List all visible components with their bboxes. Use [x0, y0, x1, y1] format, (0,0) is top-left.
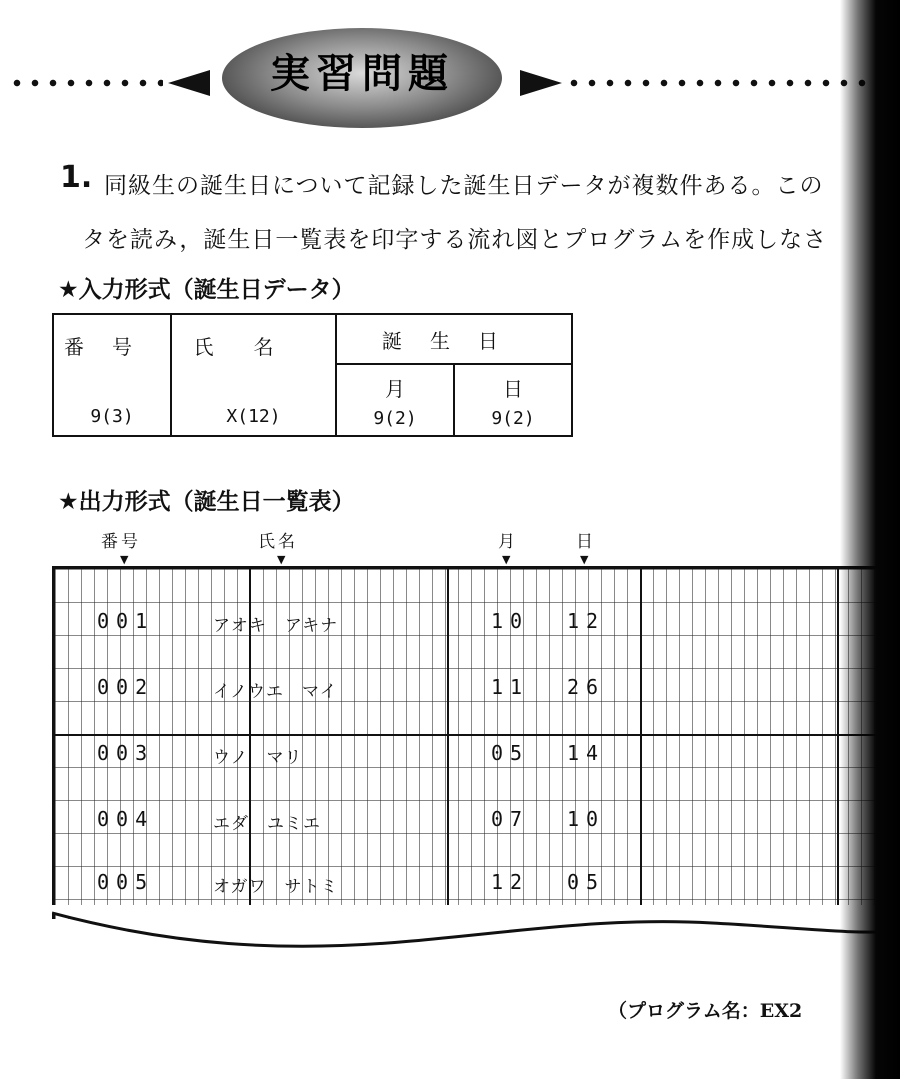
row-month: 05: [491, 741, 530, 765]
arrow-down-icon: ▼: [120, 553, 129, 566]
dotted-rule-left: [8, 78, 163, 88]
input-header-name: 氏名: [193, 335, 314, 359]
row-day: 05: [567, 870, 606, 894]
row-day: 26: [567, 675, 606, 699]
row-no: 005: [97, 870, 155, 894]
input-col-name: [171, 314, 336, 436]
chart-divider: [837, 569, 839, 919]
arrow-down-icon: ▼: [580, 553, 589, 566]
arrow-down-icon: ▼: [502, 553, 511, 566]
input-format-table: [52, 313, 573, 437]
row-day: 12: [567, 609, 606, 633]
header-banner: [0, 20, 900, 130]
row-no: 003: [97, 741, 155, 765]
row-no: 001: [97, 609, 155, 633]
chart-divider: [447, 569, 449, 919]
chart-divider: [640, 569, 642, 919]
row-name: オガワ サトミ: [213, 877, 339, 897]
row-month: 07: [491, 807, 530, 831]
row-day: 10: [567, 807, 606, 831]
row-name: アオキ アキナ: [213, 616, 339, 636]
program-name-label: （プログラム名：EX2: [608, 1000, 803, 1022]
row-month: 12: [491, 870, 530, 894]
input-col-no: [53, 314, 171, 436]
row-day: 14: [567, 741, 606, 765]
arrow-right-icon: [520, 70, 562, 96]
row-no: 002: [97, 675, 155, 699]
input-format-name: X(12): [226, 406, 281, 427]
row-month: 11: [491, 675, 530, 699]
row-name: イノウエ マイ: [213, 682, 338, 702]
input-header-birthday: 誕生日: [382, 328, 526, 353]
page-title: 実習問題: [270, 51, 454, 97]
output-label-no: 番号: [101, 532, 141, 552]
output-label-day: 日: [576, 532, 596, 552]
dotted-rule-right: [565, 78, 885, 88]
input-col-day: [454, 364, 572, 436]
print-chart: [52, 566, 900, 919]
output-label-name: 氏名: [258, 532, 298, 552]
scan-edge-shadow: [840, 0, 900, 1079]
output-format-heading: ★出力形式（誕生日一覧表）: [58, 489, 355, 515]
torn-paper-edge: [52, 905, 900, 965]
chart-divider: [55, 734, 900, 736]
question-text-line-2: タを読み，誕生日一覧表を印字する流れ図とプログラムを作成しなさ: [82, 227, 828, 253]
output-label-month: 月: [498, 532, 518, 552]
input-header-no: 番号: [64, 335, 160, 359]
input-header-day: 日: [503, 377, 523, 401]
row-name: ウノ マリ: [213, 748, 303, 768]
question-number: 1.: [60, 160, 93, 195]
arrow-down-icon: ▼: [277, 553, 286, 566]
input-format-heading: ★入力形式（誕生日データ）: [58, 277, 355, 303]
row-name: エダ ユミエ: [213, 814, 321, 834]
input-format-month: 9(2): [373, 408, 417, 429]
input-header-month: 月: [385, 377, 405, 401]
question-text-line-1: 同級生の誕生日について記録した誕生日データが複数件ある。この: [104, 173, 824, 199]
row-no: 004: [97, 807, 155, 831]
input-format-day: 9(2): [491, 408, 535, 429]
input-format-no: 9(3): [90, 406, 134, 427]
input-col-month: [336, 364, 454, 436]
row-month: 10: [491, 609, 530, 633]
arrow-left-icon: [168, 70, 210, 96]
input-col-birthday: [336, 314, 572, 364]
